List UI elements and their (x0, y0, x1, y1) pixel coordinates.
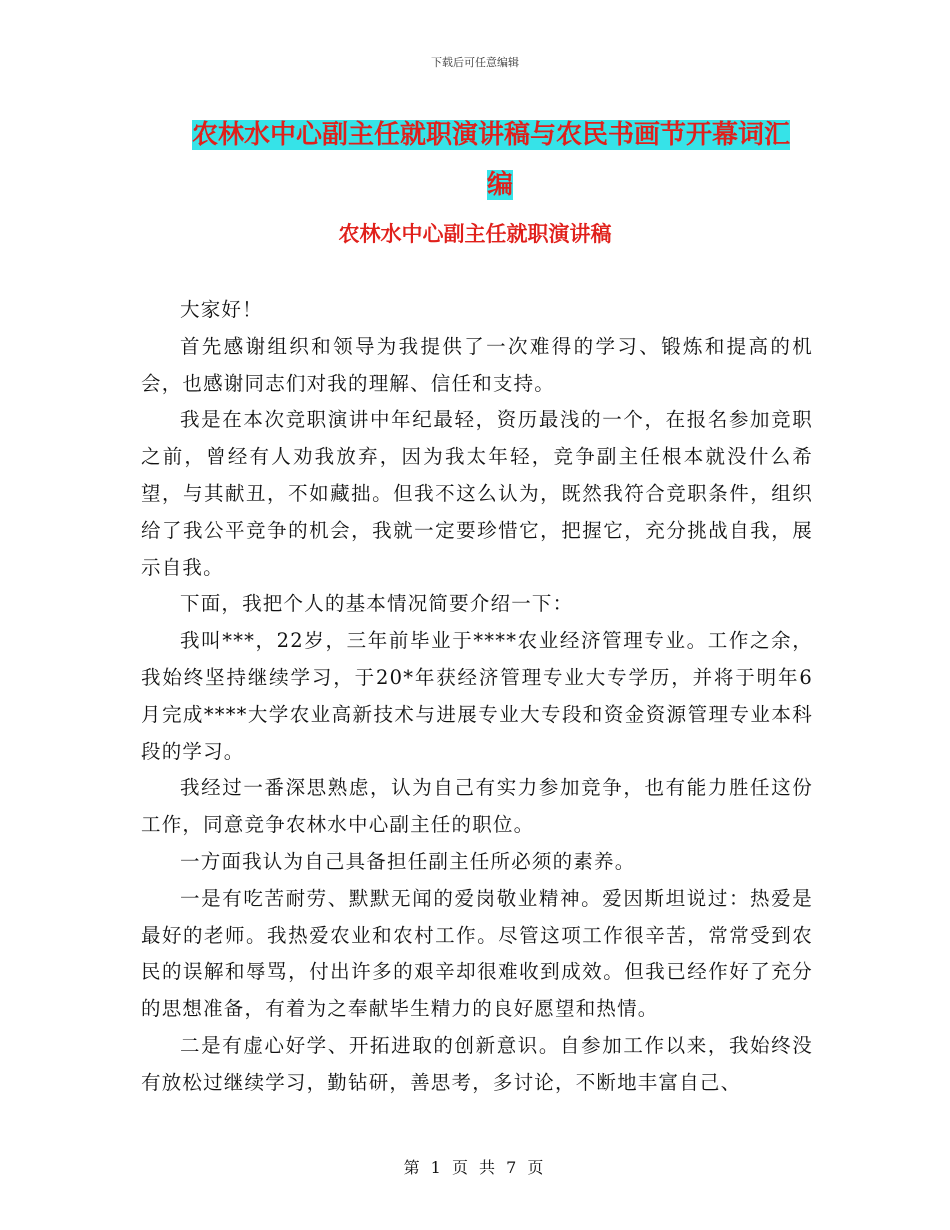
document-title-line-2: 编 (486, 170, 513, 200)
paragraph: 二是有虚心好学、开拓进取的创新意识。自参加工作以来，我始终没有放松过继续学习，勤钻研，善思考，多讨论，不断地丰富自己、 (141, 1033, 813, 1094)
section-title: 农林水中心副主任就职演讲稿 (338, 222, 612, 246)
paragraph: 大家好！ (180, 298, 263, 321)
paragraph: 下面，我把个人的基本情况简要介绍一下： (180, 592, 574, 616)
paragraph: 我叫***，22岁，三年前毕业于****农业经济管理专业。工作之余，我始终坚持继续学习，于20*年获经济管理专业大专学历，并将于明年6月完成****大学农业高新技术与进展专业大专段和资金资源管理专业本科段的学习。 (141, 629, 813, 763)
paragraph: 一是有吃苦耐劳、默默无闻的爱岗敬业精神。爱因斯坦说过：热爱是最好的老师。我热爱农业和农村工作。尽管这项工作很辛苦，常常受到农民的误解和辱骂，付出许多的艰辛却很难收到成效。但我已经作好了充分的思想准备，有着为之奉献毕生精力的良好愿望和热情。 (141, 886, 813, 1021)
paragraph: 首先感谢组织和领导为我提供了一次难得的学习、锻炼和提高的机会，也感谢同志们对我的理解、信任和支持。 (141, 334, 813, 395)
document-title (190, 110, 810, 210)
page-number-footer: 第 1 页 共 7 页 (403, 1158, 547, 1177)
paragraph: 我经过一番深思熟虑，认为自己有实力参加竞争，也有能力胜任这份工作，同意竞争农林水中心副主任的职位。 (141, 776, 813, 837)
document-title-line-1: 农林水中心副主任就职演讲稿与农民书画节开幕词汇 (192, 120, 791, 150)
body-text (141, 292, 813, 1102)
paragraph: 一方面我认为自己具备担任副主任所必须的素养。 (180, 849, 636, 873)
header-note: 下载后可任意编辑 (431, 56, 519, 69)
paragraph: 我是在本次竞职演讲中年纪最轻，资历最浅的一个，在报名参加竞职之前，曾经有人劝我放弃，因为我太年轻，竞争副主任根本就没什么希望，与其献丑，不如藏拙。但我不这么认为，既然我符合竞职条件，组织给了我公平竞争的机会，我就一定要珍惜它，把握它，充分挑战自我，展示自我。 (141, 408, 813, 579)
